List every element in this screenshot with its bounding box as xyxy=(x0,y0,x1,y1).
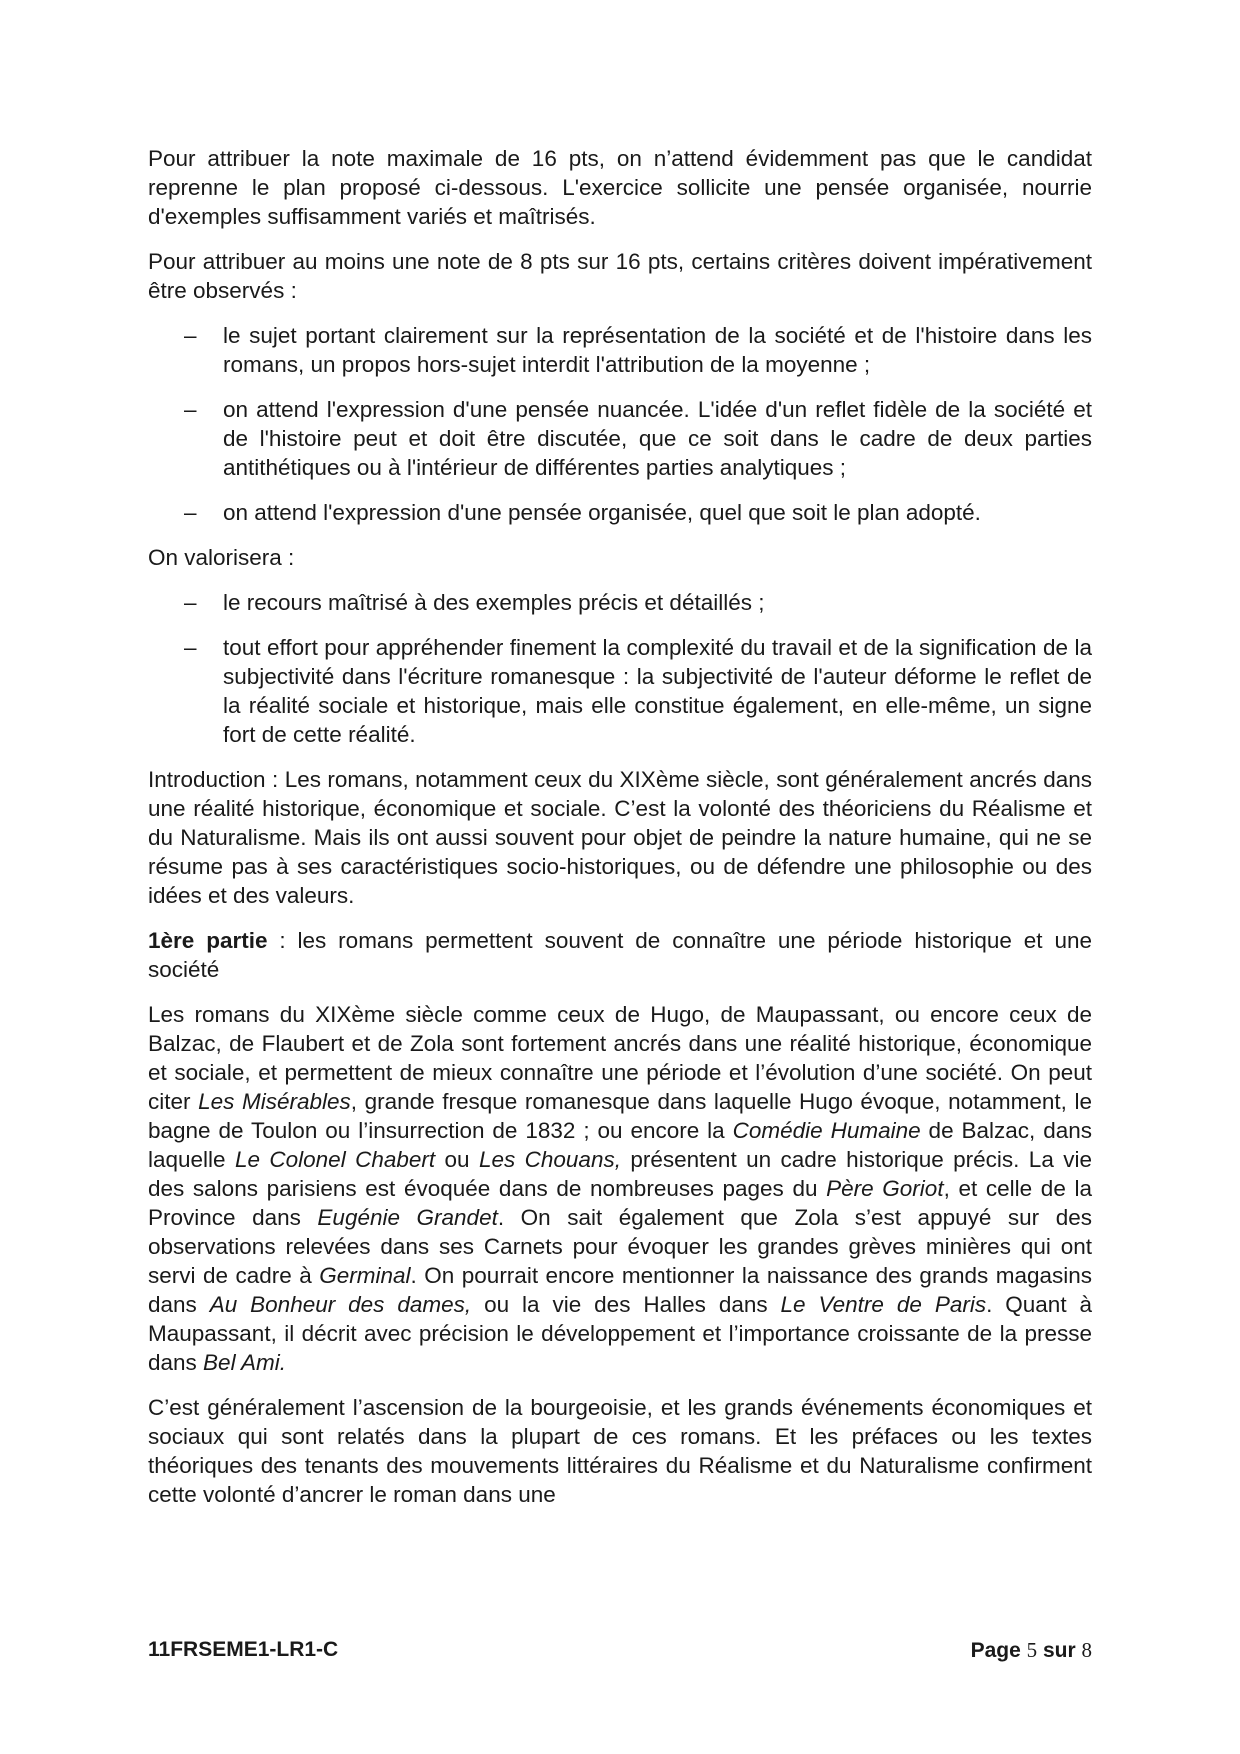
text-run: de Balzac, dans laquelle xyxy=(148,1118,1093,1172)
text-run: Les romans du XIXème siècle comme ceux de Hugo, de Maupassant, ou encore ceux de Balzac, de Flaubert et de Zola sont fortement ancrés dans une réalité historique, économique et sociale, et permettent de mieux connaître une période et l’évolution d’une société. On peut citer xyxy=(148,1002,1092,1114)
list-item-text: on attend l'expression d'une pensée nuancée. L'idée d'un reflet fidèle de la société et de l'histoire peut et doit être discutée, que ce soit dans le cadre de deux parties antithétiques ou à l'intérieur de différentes parties analytiques ; xyxy=(223,397,1092,480)
document-body xyxy=(148,144,1092,1525)
paragraph-valorisera: On valorisera : xyxy=(148,545,295,570)
paragraph-grading-max: Pour attribuer la note maximale de 16 pts, on n’attend évidemment pas que le candidat reprenne le plan proposé ci-dessous. L'exercice sollicite une pensée organisée, nourrie d'exemples suffisamment variés et maîtrisés. xyxy=(148,146,1092,229)
page-current: 5 xyxy=(1026,1638,1038,1662)
work-title: Père Goriot xyxy=(826,1176,944,1201)
page-total: 8 xyxy=(1081,1638,1092,1662)
page-footer xyxy=(148,1636,1092,1664)
work-title: Les Misérables xyxy=(198,1089,351,1114)
text-run: présentent un cadre historique précis. La vie des salons parisiens est évoquée dans de nombreuses pages du xyxy=(148,1147,1092,1201)
part-heading xyxy=(148,926,1092,984)
work-title: Eugénie Grandet xyxy=(317,1205,498,1230)
text-run: . On pourrait encore mentionner la naissance des grands magasins dans xyxy=(148,1263,1092,1317)
work-title: Comédie Humaine xyxy=(732,1118,921,1143)
list-item xyxy=(148,321,1092,379)
text-run: . Quant à Maupassant, il décrit avec précision le développement et l’importance croissante de la presse dans xyxy=(148,1292,1093,1375)
text-run: , et celle de la Province dans xyxy=(148,1176,1092,1230)
page-of-word: sur xyxy=(1042,1639,1076,1662)
work-title: Bel Ami. xyxy=(203,1350,286,1375)
list-item xyxy=(148,498,1092,527)
list-item-text: le sujet portant clairement sur la représentation de la société et de l'histoire dans les romans, un propos hors-sujet interdit l'attribution de la moyenne ; xyxy=(223,323,1092,377)
page-number xyxy=(971,1636,1092,1665)
paragraph-examples xyxy=(148,1000,1092,1377)
list-item xyxy=(148,588,1092,617)
document-reference: 11FRSEME1-LR1-C xyxy=(148,1638,339,1661)
criteria-list xyxy=(148,321,1092,527)
dash-bullet: – xyxy=(184,635,197,660)
dash-bullet: – xyxy=(184,397,197,422)
text-run: ou xyxy=(435,1147,479,1172)
paragraph-introduction: Introduction : Les romans, notamment ceux du XIXème siècle, sont généralement ancrés dans une réalité historique, économique et sociale. C’est la volonté des théoriciens du Réalisme et du Naturalisme. Mais ils ont aussi souvent pour objet de peindre la nature humaine, qui ne se résume pas à ses caractéristiques socio-historiques, ou de défendre une philosophie ou des idées et des valeurs. xyxy=(148,767,1092,908)
dash-bullet: – xyxy=(184,590,197,615)
list-item-text: le recours maîtrisé à des exemples précis et détaillés ; xyxy=(223,590,765,615)
list-item xyxy=(148,395,1092,482)
part-label: 1ère partie xyxy=(148,928,268,953)
list-item-text: tout effort pour appréhender finement la complexité du travail et de la signification de la subjectivité dans l'écriture romanesque : la subjectivité de l'auteur déforme le reflet de la réalité sociale et historique, mais elle constitue également, en elle-même, un signe fort de cette réalité. xyxy=(223,635,1092,747)
valorisation-list xyxy=(148,588,1092,749)
text-run: ou la vie des Halles dans xyxy=(471,1292,781,1317)
list-item-text: on attend l'expression d'une pensée organisée, quel que soit le plan adopté. xyxy=(223,500,981,525)
work-title: Les Chouans, xyxy=(478,1147,621,1172)
work-title: Germinal xyxy=(319,1263,411,1288)
paragraph-grading-min: Pour attribuer au moins une note de 8 pts sur 16 pts, certains critères doivent impérativement être observés : xyxy=(148,249,1092,303)
part-title: : les romans permettent souvent de connaître une période historique et une société xyxy=(148,928,1092,982)
dash-bullet: – xyxy=(184,500,197,525)
page-word: Page xyxy=(970,1639,1021,1662)
paragraph-bourgeoisie: C’est généralement l’ascension de la bourgeoisie, et les grands événements économiques et sociaux qui sont relatés dans la plupart de ces romans. Et les préfaces ou les textes théoriques des tenants des mouvements littéraires du Réalisme et du Naturalisme confirment cette volonté d’ancrer le roman dans une xyxy=(148,1395,1092,1507)
work-title: Le Ventre de Paris xyxy=(780,1292,987,1317)
work-title: Au Bonheur des dames, xyxy=(209,1292,472,1317)
text-run: . On sait également que Zola s’est appuyé sur des observations relevées dans ses Carnets pour évoquer les grandes grèves minières qui ont servi de cadre à xyxy=(148,1205,1092,1288)
list-item xyxy=(148,633,1092,749)
dash-bullet: – xyxy=(184,323,197,348)
text-run: , grande fresque romanesque dans laquelle Hugo évoque, notamment, le bagne de Toulon ou l’insurrection de 1832 ; ou encore la xyxy=(148,1089,1092,1143)
work-title: Le Colonel Chabert xyxy=(234,1147,436,1172)
